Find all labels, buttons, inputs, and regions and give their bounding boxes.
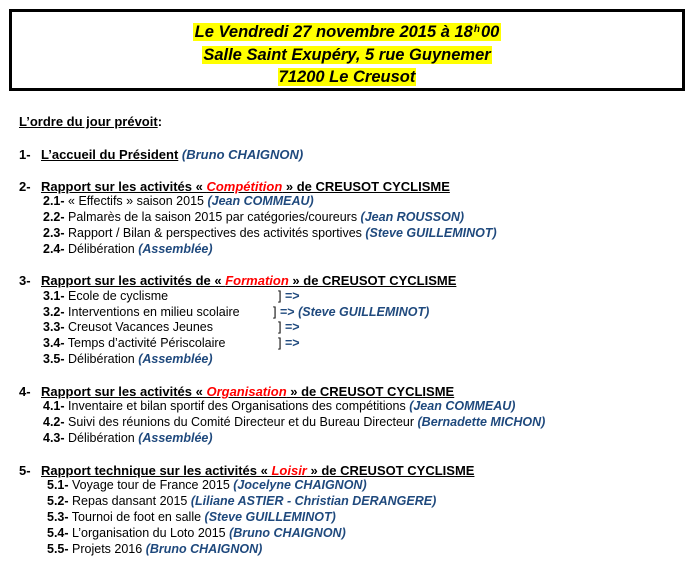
agenda-item (43, 194, 314, 208)
section-4-heading: 4- Rapport sur les activités « Organisation » de CREUSOT CYCLISME (19, 384, 455, 399)
header-date-sup: h (473, 24, 480, 35)
agenda-item (43, 320, 213, 334)
header-date-text: Le Vendredi 27 novembre 2015 à 18 (194, 23, 473, 41)
agenda-item-text: Délibération (64, 242, 139, 256)
agenda-item-text: Suivi des réunions du Comité Directeur et du Bureau Directeur (64, 415, 418, 429)
header-line-city: 71200 Le Creusot (278, 68, 416, 86)
agenda-item (47, 494, 436, 508)
agenda-item-text: Creusot Vacances Jeunes (64, 320, 214, 335)
agenda-item-person: (Jean ROUSSON) (360, 210, 465, 224)
agenda-item (47, 510, 336, 524)
agenda-item (43, 399, 515, 413)
agenda-item-number: 2.2- (43, 210, 65, 224)
agenda-item-number: 3.1- (43, 289, 65, 303)
agenda-item-number: 4.3- (43, 431, 65, 445)
agenda-item (43, 289, 168, 303)
agenda-item-person: (Liliane ASTIER - Christian DERANGERE) (190, 494, 437, 508)
agenda-item-number: 5.5- (47, 542, 69, 556)
agenda-item-number: 5.2- (47, 494, 69, 508)
agenda-item-text: Tournoi de foot en salle (68, 510, 205, 524)
agenda-item (43, 226, 497, 240)
agenda-item-number: 2.3- (43, 226, 65, 240)
agenda-item-person: (Assemblée) (138, 242, 213, 256)
agenda-item-text: Ecole de cyclisme (64, 289, 169, 303)
bracket-arrow-4: ] => (278, 336, 300, 350)
agenda-item-number: 3.4- (43, 336, 65, 351)
agenda-item-person: (Steve GUILLEMINOT) (365, 226, 497, 240)
header-date-minutes: 00 (480, 23, 500, 41)
section-5-heading: 5- Rapport technique sur les activités « Loisir » de CREUSOT CYCLISME (19, 463, 475, 478)
agenda-item-text: Interventions en milieu scolaire (64, 304, 240, 319)
agenda-item-text: Projets 2016 (68, 542, 146, 556)
section-1-heading: 1- L’accueil du Président (Bruno CHAIGNON) (19, 147, 304, 162)
agenda-item-person: (Assemblée) (138, 431, 213, 445)
agenda-item-number: 5.1- (47, 478, 69, 492)
agenda-item (47, 478, 367, 492)
agenda-item-person: (Assemblée) (138, 351, 213, 366)
agenda-item-text: Délibération (64, 431, 139, 445)
section-3-heading: 3- Rapport sur les activités de « Formation » de CREUSOT CYCLISME (19, 273, 457, 288)
agenda-item (43, 415, 545, 429)
agenda-item-number: 5.4- (47, 526, 69, 540)
bracket-arrow-1: ] => (278, 289, 300, 303)
agenda-item-text: L’organisation du Loto 2015 (68, 526, 230, 540)
agenda-item-number: 3.3- (43, 320, 65, 335)
agenda-item-number: 3.5- (43, 351, 65, 366)
agenda-item-person: (Jean COMMEAU) (409, 399, 516, 413)
agenda-item-person: (Bernadette MICHON) (417, 415, 546, 429)
agenda-item-text: Temps d’activité Périscolaire (64, 336, 226, 351)
header-box (9, 9, 685, 91)
agenda-item-text: Repas dansant 2015 (68, 494, 191, 508)
section-1-person: (Bruno CHAIGNON) (181, 147, 304, 162)
agenda-intro: L’ordre du jour prévoit: (19, 114, 163, 129)
bracket-arrow-2: ] => (Steve GUILLEMINOT) (273, 305, 430, 319)
agenda-item-text: « Effectifs » saison 2015 (64, 194, 208, 208)
header-line-venue: Salle Saint Exupéry, 5 rue Guynemer (203, 46, 491, 64)
section-2-heading: 2- Rapport sur les activités « Compétition » de CREUSOT CYCLISME (19, 179, 450, 194)
agenda-item-number: 2.1- (43, 194, 65, 208)
agenda-item-person: (Bruno CHAIGNON) (229, 526, 346, 540)
agenda-item-text: Délibération (64, 351, 139, 366)
agenda-item (47, 526, 346, 540)
agenda-item-person: (Bruno CHAIGNON) (145, 542, 263, 556)
agenda-item (43, 431, 213, 445)
agenda-item-person: (Jocelyne CHAIGNON) (233, 478, 367, 492)
bracket-arrow-3: ] => (278, 320, 300, 334)
agenda-item (43, 336, 226, 350)
agenda-item-number: 3.2- (43, 304, 65, 319)
agenda-item-number: 2.4- (43, 242, 65, 256)
agenda-item-number: 4.1- (43, 399, 65, 413)
agenda-item-text: Inventaire et bilan sportif des Organisations des compétitions (64, 399, 410, 413)
header-line-date (12, 22, 682, 42)
agenda-item-text: Voyage tour de France 2015 (68, 478, 234, 492)
agenda-item (43, 242, 213, 256)
agenda-item (47, 542, 262, 556)
agenda-item-number: 5.3- (47, 510, 69, 524)
agenda-item-person: (Jean COMMEAU) (207, 194, 314, 208)
agenda-item-text: Rapport / Bilan & perspectives des activités sportives (64, 226, 366, 240)
agenda-item (43, 305, 240, 319)
agenda-item-number: 4.2- (43, 415, 65, 429)
agenda-item (43, 210, 464, 224)
agenda-item-person: (Steve GUILLEMINOT) (204, 510, 336, 524)
agenda-item-text: Palmarès de la saison 2015 par catégories/coureurs (64, 210, 361, 224)
agenda-item (43, 352, 213, 366)
